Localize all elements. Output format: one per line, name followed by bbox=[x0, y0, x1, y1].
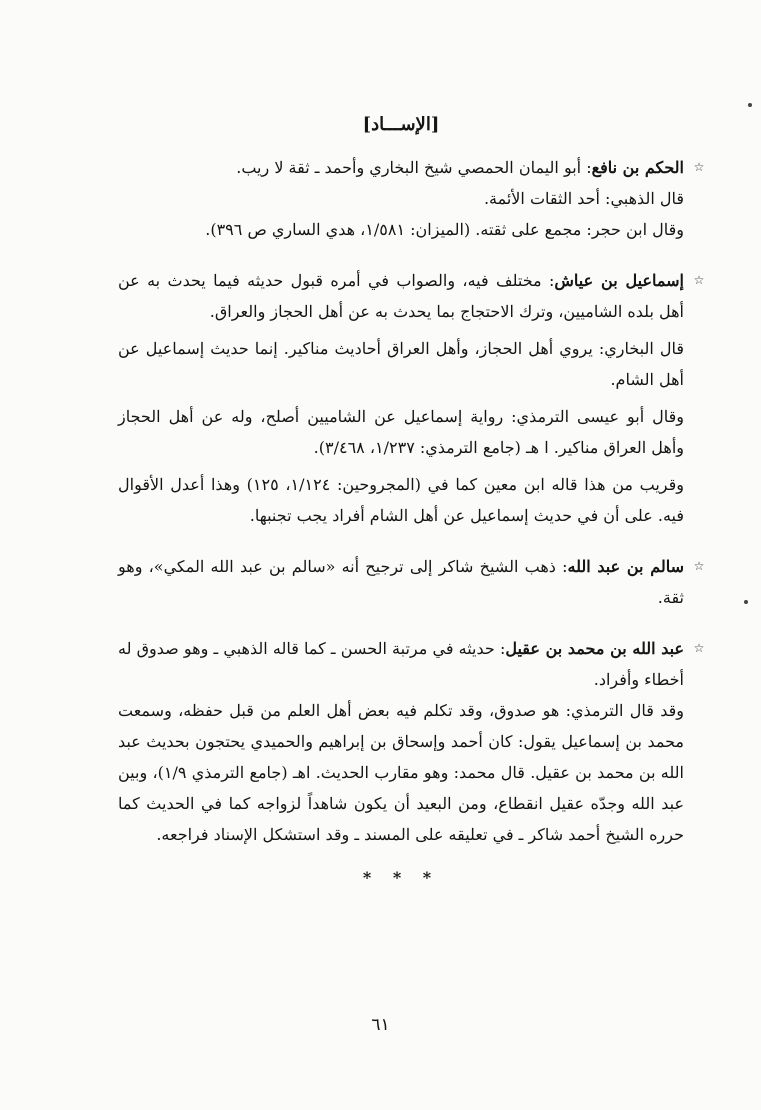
narrator-name: سالم بن عبد الله bbox=[567, 557, 685, 576]
narrator-entry-4 bbox=[118, 633, 705, 850]
entry-paragraph: وقال ابن حجر: مجمع على ثقته. (الميزان: ١/٥٨١، هدي الساري ص ٣٩٦). bbox=[205, 220, 684, 239]
narrator-name: عبد الله بن محمد بن عقيل bbox=[505, 639, 685, 658]
narrator-entry-3 bbox=[118, 551, 705, 613]
entry-paragraph: وقال أبو عيسى الترمذي: رواية إسماعيل عن الشاميين أصلح، وله عن أهل الحجاز وأهل العراق مناكير. ا هـ (جامع الترمذي: ١/٢٣٧، ٣/٤٦٨). bbox=[118, 407, 684, 457]
narrator-entry-1 bbox=[118, 152, 705, 245]
entry-paragraph: وقريب من هذا قاله ابن معين كما في (المجروحين: ١/١٢٤، ١٢٥) وهذا أعدل الأقوال فيه. على أن في حديث إسماعيل عن أهل الشام أفراد يجب تجنبها. bbox=[118, 475, 685, 525]
entry-paragraph: وقد قال الترمذي: هو صدوق، وقد تكلم فيه بعض أهل العلم من قبل حفظه، وسمعت محمد بن إسماعيل يقول: كان أحمد وإسحاق بن إبراهيم والحميدي يحتجون بحديث عبد الله بن محمد بن عقيل. قال محمد: وهو مقارب الحديث. اهـ (جامع الترمذي ١/٩)، وبين عبد الله وجدّه عقيل انقطاع، ومن البعيد أن يكون شاهداً لزواجه كما في الحديث كما حرره الشيخ أحمد شاكر ـ في تعليقه على المسند ـ وقد استشكل الإسناد فراجعه. bbox=[118, 701, 684, 844]
narrator-name: إسماعيل بن عياش bbox=[554, 271, 684, 290]
section-separator: * * * bbox=[362, 868, 440, 887]
entry-paragraph: الحكم بن نافع: أبو اليمان الحمصي شيخ البخاري وأحمد ـ ثقة لا ريب. bbox=[236, 158, 684, 177]
page-number: ٦١ bbox=[371, 1015, 390, 1035]
entry-paragraph: سالم بن عبد الله: ذهب الشيخ شاكر إلى ترجيح أنه «سالم بن عبد الله المكي»، وهو ثقة. bbox=[118, 557, 685, 607]
section-heading: [الإســـاد] bbox=[362, 114, 440, 135]
narrator-entry-2 bbox=[118, 265, 705, 531]
star-bullet-icon: ☆ bbox=[693, 641, 705, 655]
star-bullet-icon: ☆ bbox=[693, 160, 705, 174]
entry-paragraph: عبد الله بن محمد بن عقيل: حديثه في مرتبة الحسن ـ كما قاله الذهبي ـ وهو صدوق له أخطاء وأفراد. bbox=[118, 639, 685, 689]
narrator-name: الحكم بن نافع bbox=[591, 158, 684, 177]
document-page bbox=[118, 112, 705, 893]
entry-paragraph: إسماعيل بن عياش: مختلف فيه، والصواب في أمره قبول حديثه فيما يحدث به عن أهل بلده الشاميين، وترك الاحتجاج بما يحدث به عن أهل الحجاز والعراق. bbox=[118, 271, 684, 321]
star-bullet-icon: ☆ bbox=[693, 273, 705, 287]
entry-paragraph: قال الذهبي: أحد الثقات الأئمة. bbox=[483, 189, 684, 208]
scan-speck-top bbox=[748, 103, 752, 107]
scan-speck-middle bbox=[744, 600, 748, 604]
star-bullet-icon: ☆ bbox=[693, 559, 705, 573]
entry-paragraph: قال البخاري: يروي أهل الحجاز، وأهل العراق أحاديث مناكير. إنما حديث إسماعيل عن أهل الشام. bbox=[118, 339, 684, 389]
